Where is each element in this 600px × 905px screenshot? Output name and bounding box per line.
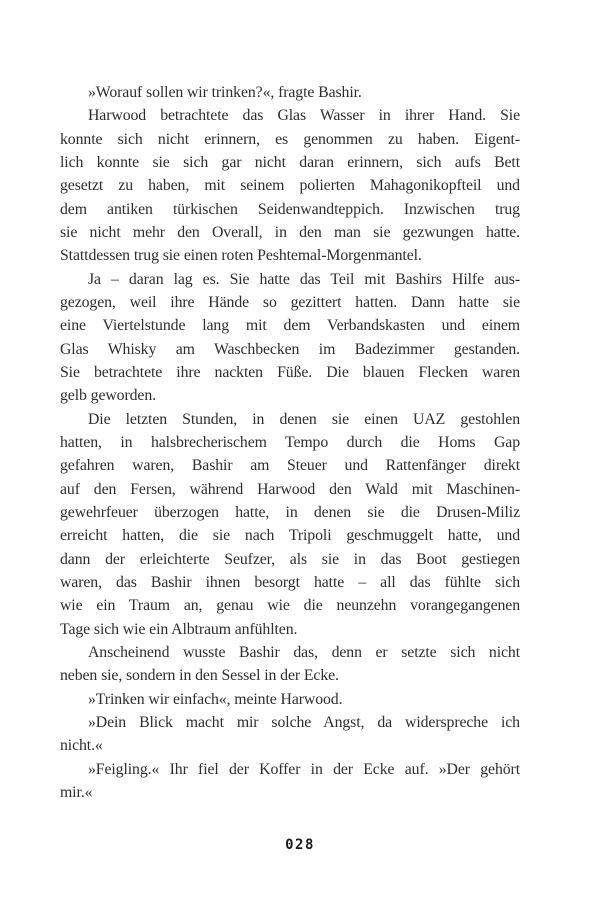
text-line: konnte sich nicht erinnern, es genommen zu haben. Eigent-: [60, 130, 520, 148]
text-line: gewehrfeuer überzogen hatte, in denen sie die Drusen-Miliz: [60, 503, 520, 521]
text-line: gelb geworden.: [60, 387, 156, 405]
text-line: Sie betrachtete ihre nackten Füße. Die blauen Flecken waren: [60, 363, 520, 381]
text-line: waren, das Bashir ihnen besorgt hatte – all das fühlte sich: [60, 573, 520, 591]
page-number: 028: [285, 837, 315, 853]
text-line: eine Viertelstunde lang mit dem Verbandskasten und einem: [60, 317, 520, 335]
text-line: gefahren waren, Bashir am Steuer und Rattenfänger direkt: [60, 457, 520, 475]
text-line: mir.«: [60, 783, 93, 801]
text-line: neben sie, sondern in den Sessel in der Ecke.: [60, 667, 339, 685]
text-line: hatten, in halsbrecherischem Tempo durch die Homs Gap: [60, 433, 520, 451]
text-line: Tage sich wie ein Albtraum anfühlten.: [60, 620, 298, 638]
text-line: »Trinken wir einfach«, meinte Harwood.: [88, 690, 343, 708]
text-line: Glas Whisky am Waschbecken im Badezimmer gestanden.: [60, 340, 520, 358]
text-line: gezogen, weil ihre Hände so gezittert hatten. Dann hatte sie: [60, 293, 520, 311]
text-line: nicht.«: [60, 737, 103, 755]
text-line: »Dein Blick macht mir solche Angst, da widerspreche ich: [88, 713, 520, 731]
text-line: Anscheinend wusste Bashir das, denn er setzte sich nicht: [88, 643, 520, 661]
text-line: lich konnte sie sich gar nicht daran erinnern, sich aufs Bett: [60, 153, 520, 171]
text-line: sie nicht mehr den Overall, in den man sie gezwungen hatte.: [60, 223, 520, 241]
text-line: Die letzten Stunden, in denen sie einen UAZ gestohlen: [88, 410, 520, 428]
text-line: wie ein Traum an, genau wie die neunzehn vorangegangenen: [60, 597, 520, 615]
text-line: »Feigling.« Ihr fiel der Koffer in der Ecke auf. »Der gehört: [88, 760, 520, 778]
text-line: dann der erleichterte Seufzer, als sie in das Boot gestiegen: [60, 550, 520, 568]
text-line: dem antiken türkischen Seidenwandteppich. Inzwischen trug: [60, 200, 520, 218]
text-line: »Worauf sollen wir trinken?«, fragte Bashir.: [88, 84, 362, 101]
text-line: Harwood betrachtete das Glas Wasser in ihrer Hand. Sie: [88, 107, 520, 125]
text-line: auf den Fersen, während Harwood den Wald mit Maschinen-: [60, 480, 520, 498]
text-line: gesetzt zu haben, mit seinem polierten Mahagonikopfteil und: [60, 177, 520, 195]
text-line: erreicht hatten, die sie nach Tripoli geschmuggelt hatte, und: [60, 527, 520, 545]
text-line: Stattdessen trug sie einen roten Peshtemal-Morgenmantel.: [60, 247, 422, 265]
body-text: [60, 81, 520, 804]
text-line: Ja – daran lag es. Sie hatte das Teil mit Bashirs Hilfe aus-: [88, 270, 520, 288]
